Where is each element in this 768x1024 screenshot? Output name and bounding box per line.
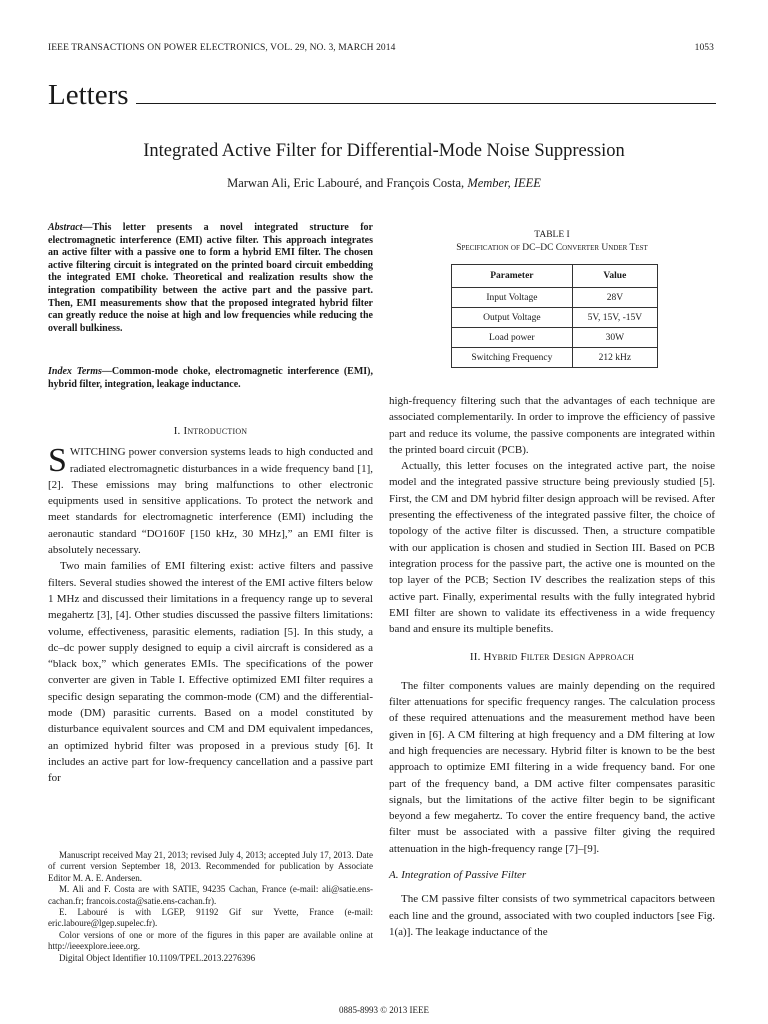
table-cell: 28V (572, 288, 657, 308)
section-heading-hybrid-filter: II. Hybrid Filter Design Approach (469, 651, 635, 664)
footnote-affiliation-1: M. Ali and F. Costa are with SATIE, 94235 Cachan, France (e-mail: ali@satie.ens-cachan.fr; francois.costa@satie.ens-cachan.fr). (48, 884, 373, 906)
journal-name: IEEE TRANSACTIONS ON POWER ELECTRONICS, VOL. 29, NO. 3, MARCH 2014 (48, 43, 396, 53)
right-paragraph-1: high-frequency filtering such that the advantages of each technique are associated complementarily. In order to improve the efficiency of passive part and reduce its volume, the passive components are integrated within the printed board circuit (PCB). (389, 395, 715, 456)
section-2-paragraph-1: The filter components values are mainly depending on the required filter attenuations for specific frequency ranges. The calculation process of these required attenuations and the measurement method have been given in [6]. A CM filtering at high frequency and a DM filtering at low and high frequencies are necessary. Hybrid filter is known to be the best approach to optimize EMI filtering in a wide frequency band. For one part of the frequency band, a DM active filter compensates parasitic signals, but the limitations of the active filter begin to be significant beyond a few megahertz. To cover the entire frequency band, the active filter must be associated with a passive filter giving the required attenuation in the high-frequency range [7]–[9]. (389, 679, 715, 855)
abstract-label: Abstract— (48, 222, 93, 233)
footnote-manuscript: Manuscript received May 21, 2013; revised July 4, 2013; accepted July 17, 2013. Date of current version September 18, 2013. Recommended for publication by Associate Editor M. A. E. Andersen. (48, 850, 373, 883)
table-caption (389, 229, 715, 255)
section-heading-introduction: I. Introduction (173, 425, 248, 437)
intro-paragraph-1-text: WITCHING power conversion systems leads to high conducted and radiated electromagnetic disturbances in a wide frequency band [1], [2]. These emissions may bring malfunctions to other electronic equipments used in sensitive applications. To protect the network and meet standards for electromagnetic interference (EMI) including the aeronautic standard “DO160F [150 kHz, 30 MHz],” an EMI filter is absolutely necessary. (48, 446, 373, 557)
table-cell: 5V, 15V, -15V (572, 308, 657, 328)
right-column (389, 393, 715, 940)
intro-paragraph-1 (48, 444, 373, 558)
index-terms-label: Index Terms— (48, 366, 112, 377)
footnote-doi: Digital Object Identifier 10.1109/TPEL.2013.2276396 (59, 952, 256, 963)
table-row (452, 328, 658, 348)
table-cell: Input Voltage (452, 288, 573, 308)
table-cell: Load power (452, 328, 573, 348)
index-terms-text: Common-mode choke, electromagnetic interference (EMI), hybrid filter, integration, leakage inductance. (48, 366, 373, 390)
table-cell: Switching Frequency (452, 348, 573, 368)
running-header (48, 43, 714, 53)
specification-table (451, 264, 658, 368)
table-row (452, 308, 658, 328)
right-paragraph-2: Actually, this letter focuses on the integrated active part, the noise model and the integrated passive structure being previously studied [5]. First, the CM and DM hybrid filter design approach will be revised. After presenting the effectiveness of the integrated passive filter, the choice of topology of the active filter is discussed. Then, a structure compatible with our application is chosen and studied in Section III. Based on PCB integration process for the passive part, the active one is mounted on the top layer of the PCB; Section IV describes the realization steps of this active part. Finally, experimental results with the fully integrated hybrid EMI filter are shown to validate its effectiveness in a wide frequency band and ensure its multiple benefits. (389, 460, 715, 636)
intro-paragraph-2: Two main families of EMI filtering exist: active filters and passive filters. Several studies showed the interest of the EMI active filters below 1 MHz and discussed their limitations in a frequency range up to several megahertz [3], [4]. Other studies discussed the passive filters limitations: volume, effectiveness, parasitic elements, radiation [5]. In this study, a dc–dc power supply designed to equip a civil aircraft is considered as a “black box,” which generates EMIs. The specifications of the power converter are given in Table I. Effective optimized EMI filter requires a specific design separating the common-mode (CM) and the differential-mode (DM) parasitic currents. Based on a model constituted by disturbance equivalent sources and CM and DM equivalent impedances, an optimized hybrid filter was proposed in a previous study [6]. It includes an active part for low-frequency cancellation and a passive part for (48, 560, 373, 785)
table-title: Specification of DC–DC Converter Under Test (456, 243, 648, 253)
banner-rule (136, 103, 716, 104)
table-label: TABLE I (534, 230, 570, 240)
footnote-color-figures: Color versions of one or more of the figures in this paper are available online at http://ieeexplore.ieee.org. (48, 929, 373, 952)
subsection-a-paragraph-1: The CM passive filter consists of two symmetrical capacitors between each line and the ground, associated with two coupled inductors [see Fig. 1(a)]. The leakage inductance of the (389, 893, 715, 938)
copyright-footer: 0885-8993 © 2013 IEEE (338, 1005, 430, 1015)
author-names: Marwan Ali, Eric Labouré, and François Costa, (227, 176, 465, 190)
index-terms (48, 366, 373, 391)
paper-title: Integrated Active Filter for Differential-Mode Noise Suppression (143, 141, 625, 161)
footnote-affiliation-2: E. Labouré is with LGEP, 91192 Gif sur Yvette, France (e-mail: eric.laboure@lgep.supelec.fr). (48, 907, 373, 929)
table-cell: 30W (572, 328, 657, 348)
table-cell: Output Voltage (452, 308, 573, 328)
section-banner (48, 78, 716, 112)
table-header-cell: Value (572, 265, 657, 288)
page-number: 1053 (694, 43, 714, 53)
table-row (452, 288, 658, 308)
author-list (0, 176, 768, 191)
abstract (48, 222, 373, 335)
author-membership: Member, IEEE (467, 176, 541, 190)
table-header-cell: Parameter (452, 265, 573, 288)
subsection-heading-passive-filter: A. Integration of Passive Filter (389, 869, 527, 882)
table-cell: 212 kHz (572, 348, 657, 368)
section-label: Letters (48, 79, 129, 111)
left-column (48, 423, 373, 787)
table-header-row (452, 265, 658, 288)
table-row (452, 348, 658, 368)
drop-cap: S (48, 442, 67, 480)
abstract-text: This letter presents a novel integrated structure for electromagnetic interference (EMI) active filter. This approach integrates an active filter with a passive one to form a hybrid EMI filter. The chosen active filtering circuit is integrated on the printed board circuit embedding the integrated EMI choke. Theoretical and realization results show the integration compatibility between the active part and the passive part. Then, EMI measurements show that the proposed integrated hybrid filter can greatly reduce the noise at high and low frequencies while reducing the overall bulkiness. (48, 222, 373, 334)
footnotes (48, 850, 373, 964)
